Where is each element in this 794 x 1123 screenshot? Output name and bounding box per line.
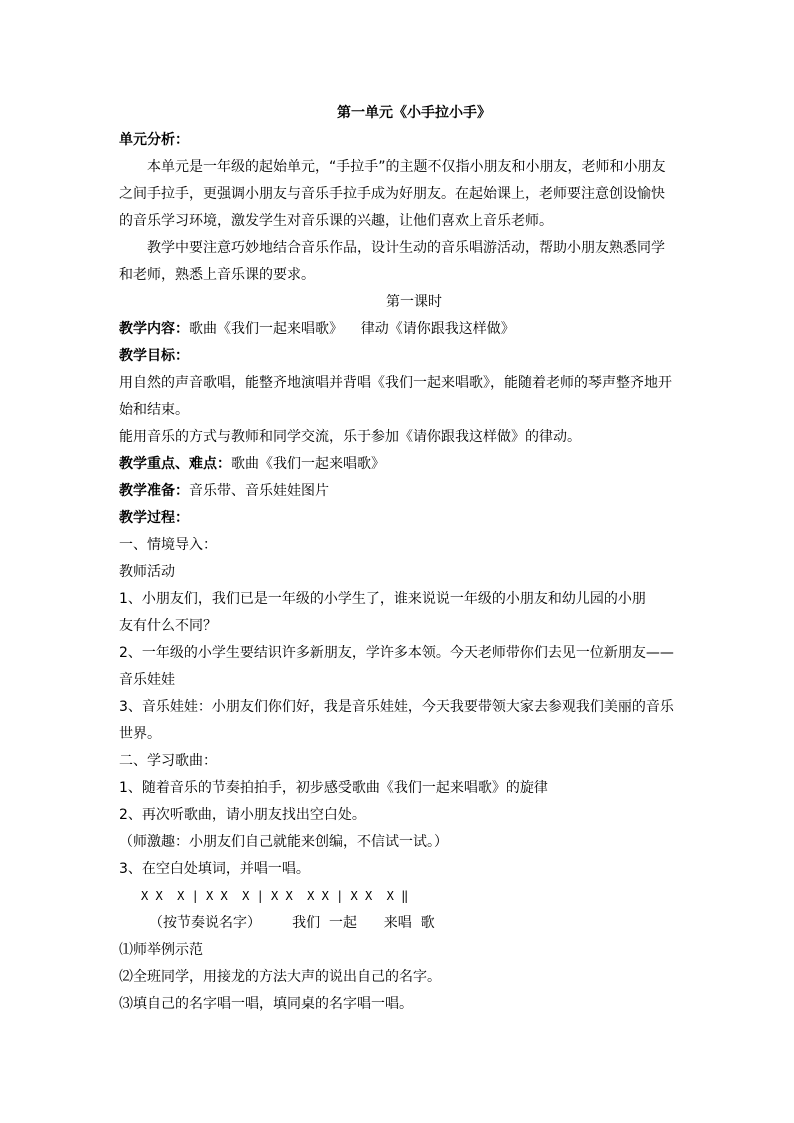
teaching-content-label: 教学内容： xyxy=(119,321,189,337)
teaching-goal-2: 能用音乐的方式与教师和同学交流，乐于参加《请你跟我这样做》的律动。 xyxy=(119,429,581,445)
section-1-item-2-line-1: 2、一年级的小学生要结识许多新朋友，学许多本领。今天老师带你们去见一位新朋友—— xyxy=(119,645,674,661)
document-title: 第一单元《小手拉小手》 xyxy=(337,105,491,121)
key-points-value: 歌曲《我们一起来唱歌》 xyxy=(231,456,385,472)
section-1-item-1-line-2: 友有什么不同？ xyxy=(119,618,217,634)
unit-analysis-paragraph-1: 本单元是一年级的起始单元，“手拉手”的主题不仅指小朋友和小朋友，老师和小朋友之间手拉手，更强调小朋友与音乐手拉手成为好朋友。在起始课上，老师要注意创设愉快的音乐学习环境，激发学生对音乐课的兴趣，让他们喜欢上音乐老师。 xyxy=(119,159,666,229)
section-1-item-1-line-1: 1、小朋友们，我们已是一年级的小学生了，谁来说说一年级的小朋友和幼儿园的小朋 xyxy=(119,591,646,607)
key-points-label: 教学重点、难点： xyxy=(119,456,231,472)
section-1-subheading: 教师活动 xyxy=(119,564,175,580)
section-1-heading: 一、情境导入： xyxy=(119,537,217,553)
teaching-process-heading: 教学过程： xyxy=(119,510,189,526)
key-points xyxy=(119,451,675,478)
section-1-item-2-line-2: 音乐娃娃 xyxy=(119,672,175,688)
section-2-step-1: ⑴师举例示范 xyxy=(119,942,203,958)
section-1-item-3-line-1: 3、音乐娃娃：小朋友们你们好，我是音乐娃娃，今天我要带领大家去参观我们美丽的音乐 xyxy=(119,699,674,715)
section-2-item-3: 3、在空白处填词，并唱一唱。 xyxy=(119,861,310,877)
section-2-item-2: 2、再次听歌曲，请小朋友找出空白处。 xyxy=(119,807,366,823)
section-2-step-2: ⑵全班同学，用接龙的方法大声的说出自己的名字。 xyxy=(119,969,441,985)
document-page xyxy=(119,100,675,1018)
teaching-goal-1: 用自然的声音歌唱，能整齐地演唱并背唱《我们一起来唱歌》，能随着老师的琴声整齐地开始和结束。 xyxy=(119,375,672,418)
preparation-label: 教学准备： xyxy=(119,483,189,499)
lesson-title: 第一课时 xyxy=(386,294,442,310)
teaching-content xyxy=(119,316,675,343)
unit-analysis-heading: 单元分析： xyxy=(119,132,189,148)
section-2-item-1: 1、随着音乐的节奏拍拍手，初步感受歌曲《我们一起来唱歌》的旋律 xyxy=(119,780,548,796)
section-2-note: （师激趣：小朋友们自己就能来创编，不信试一试。） xyxy=(119,834,448,850)
unit-analysis-paragraph-2: 教学中要注意巧妙地结合音乐作品，设计生动的音乐唱游活动，帮助小朋友熟悉同学和老师，熟悉上音乐课的要求。 xyxy=(119,240,665,283)
section-1-item-3-line-2: 世界。 xyxy=(119,726,161,742)
preparation-value: 音乐带、音乐娃娃图片 xyxy=(189,483,329,499)
teaching-goals-heading: 教学目标： xyxy=(119,348,189,364)
rhythm-notation: X X X | X X X | X X X X | X X X ‖ xyxy=(141,889,409,903)
teaching-preparation xyxy=(119,478,675,505)
rhythm-lyrics: （按节奏说名字） 我们 一起 来唱 歌 xyxy=(149,915,435,931)
section-2-step-3: ⑶填自己的名字唱一唱，填同桌的名字唱一唱。 xyxy=(119,996,413,1012)
section-2-heading: 二、学习歌曲： xyxy=(119,753,217,769)
teaching-content-value: 歌曲《我们一起来唱歌》 律动《请你跟我这样做》 xyxy=(189,321,515,337)
